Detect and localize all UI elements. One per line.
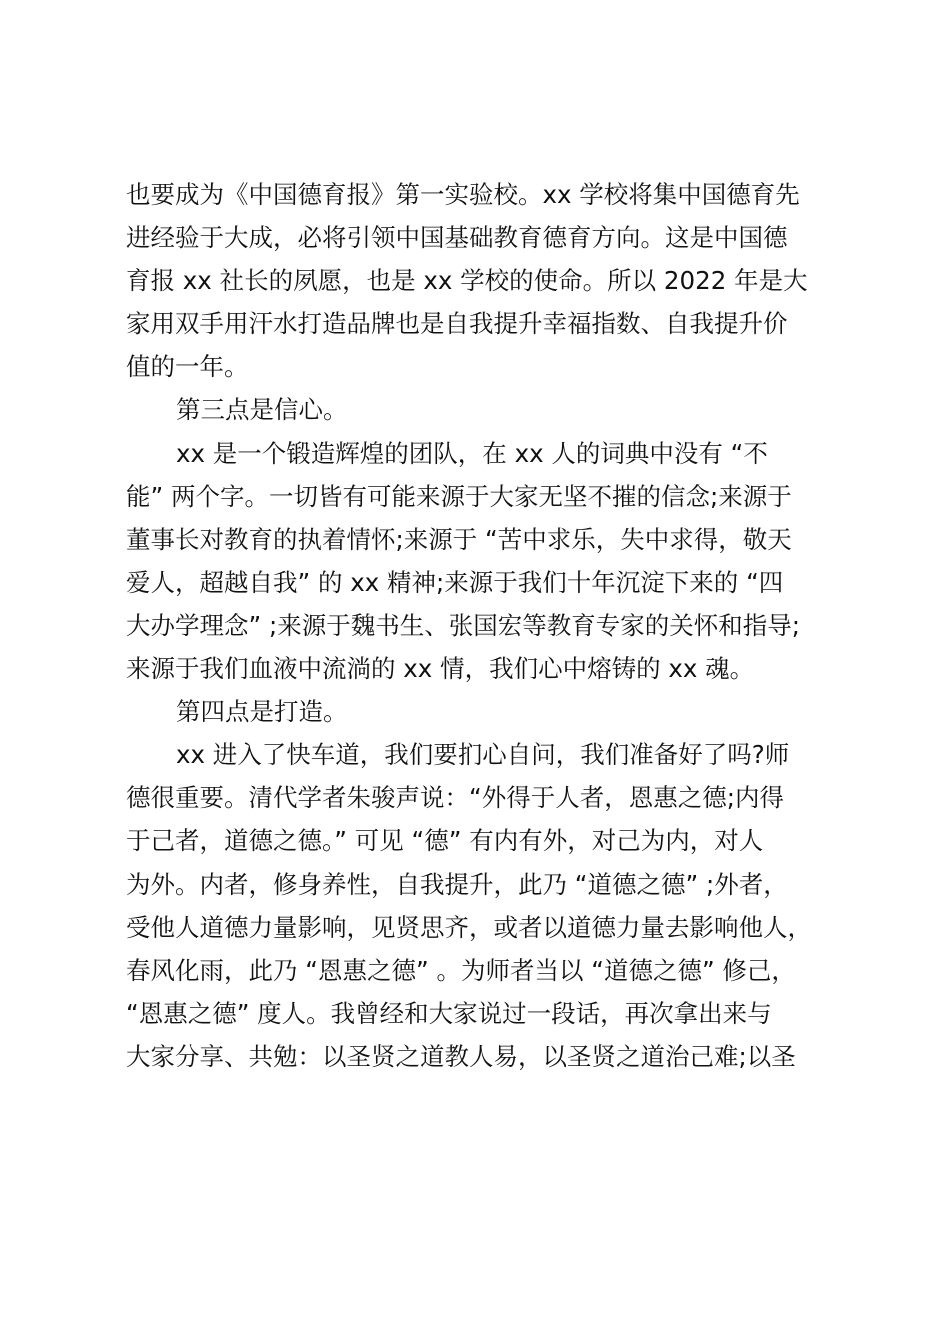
section-heading-third-point: 第三点是信心。 [176,395,348,425]
text-line: “恩惠之德” 度人。我曾经和大家说过一段话，再次拿出来与 [126,998,772,1028]
text-line: 爱人，超越自我” 的 xx 精神;来源于我们十年沉淀下来的 “四 [126,567,784,597]
text-line: 大家分享、共勉：以圣贤之道教人易，以圣贤之道治己难;以圣 [126,1041,796,1071]
text-line: 春风化雨，此乃 “恩惠之德” 。为师者当以 “道德之德” 修己， [126,955,796,985]
text-line: 德很重要。清代学者朱骏声说：“外得于人者，恩惠之德;内得 [126,783,784,813]
text-line: 育报 xx 社长的夙愿，也是 xx 学校的使命。所以 2022 年是大 [126,266,808,296]
text-line: 为外。内者，修身养性，自我提升，此乃 “道德之德” ;外者， [126,869,788,899]
text-line: 来源于我们血液中流淌的 xx 情，我们心中熔铸的 xx 魂。 [126,654,755,684]
text-line: 进经验于大成，必将引领中国基础教育德育方向。这是中国德 [126,223,788,253]
text-line: 于己者，道德之德。” 可见 “德” 有内有外，对己为内，对人 [126,826,764,856]
text-line: xx 是一个锻造辉煌的团队，在 xx 人的词典中没有 “不 [176,438,768,468]
text-line: 家用双手用汗水打造品牌也是自我提升幸福指数、自我提升价 [126,309,788,339]
text-line: 也要成为《中国德育报》第一实验校。xx 学校将集中国德育先 [126,180,800,209]
text-line: 受他人道德力量影响，见贤思齐，或者以道德力量去影响他人， [126,912,812,942]
body-text [126,173,836,1078]
text-line: 大办学理念” ;来源于魏书生、张国宏等教育专家的关怀和指导; [126,610,800,640]
section-heading-fourth-point: 第四点是打造。 [176,697,348,727]
text-line: 值的一年。 [126,352,249,382]
text-line: 能” 两个字。一切皆有可能来源于大家无坚不摧的信念;来源于 [126,481,792,511]
text-line: 董事长对教育的执着情怀;来源于 “苦中求乐，失中求得，敬天 [126,524,792,554]
text-line: xx 进入了快车道，我们要扪心自问，我们准备好了吗?师 [176,740,790,770]
